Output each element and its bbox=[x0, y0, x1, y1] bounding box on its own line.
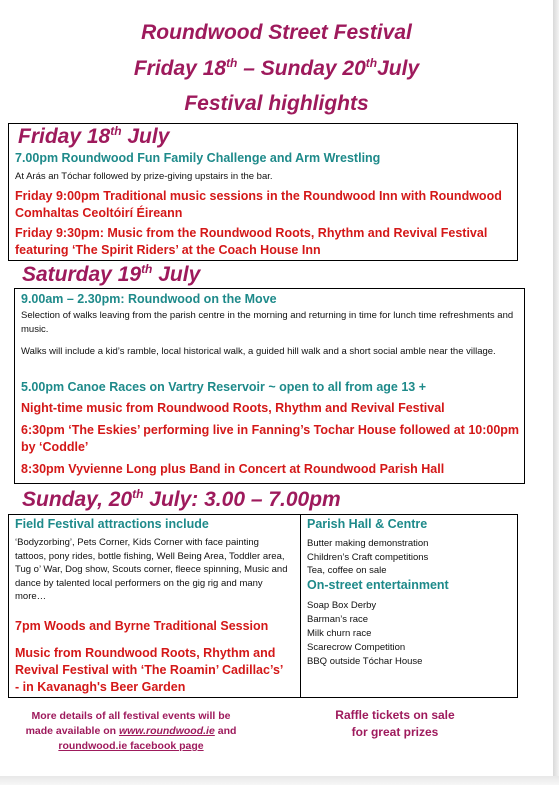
saturday-event-vyvienne-long: 8:30pm Vyvienne Long plus Band in Concert at Roundwood Parish Hall bbox=[21, 462, 445, 476]
parish-hall-list bbox=[307, 537, 513, 578]
saturday-box bbox=[14, 288, 525, 484]
friday-title: Friday 18th July bbox=[18, 124, 170, 148]
footer-line bbox=[8, 724, 254, 739]
raffle-line: Raffle tickets on sale bbox=[335, 708, 455, 722]
raffle-line: for great prizes bbox=[351, 725, 439, 739]
friday-event-spirit-riders: Friday 9:30pm: Music from the Roundwood Roots, Rhythm and Revival Festival featuring ‘The Spirit Riders’ at the Coach House Inn bbox=[15, 226, 488, 257]
on-street-list bbox=[307, 599, 513, 669]
sunday-parish-hall bbox=[301, 515, 517, 697]
footer-text: made available on bbox=[25, 725, 119, 737]
sunday-field-desc: ‘Bodyzorbing’, Pets Corner, Kids Corner with face painting tattoos, pony rides, bottle fishing, Well Being Area, Toddler area, Tug o’ War, Dog show, Scouts corner, fleece spinning, Music and dance by talented local performers on the gig rig and many more… bbox=[15, 537, 288, 602]
friday-event-trad-music: Friday 9:00pm Traditional music sessions in the Roundwood Inn with Roundwood Comhaltas Ceoltóirí Éireann bbox=[15, 189, 502, 220]
sunday-field-festival bbox=[9, 515, 300, 697]
festival-subtitle: Festival highlights bbox=[184, 92, 369, 115]
list-item: Tea, coffee on sale bbox=[307, 565, 387, 576]
friday-event-arm-wrestling: 7.00pm Roundwood Fun Family Challenge and Arm Wrestling bbox=[15, 151, 381, 165]
facebook-link[interactable]: roundwood.ie facebook page bbox=[58, 740, 204, 752]
sunday-event-woods-byrne: 7pm Woods and Byrne Traditional Session bbox=[15, 619, 269, 633]
footer-raffle bbox=[300, 707, 490, 741]
saturday-walks-desc: Selection of walks leaving from the parish centre in the morning and returning in time for lunch time refreshments and music. bbox=[21, 310, 514, 335]
list-item: Children’s Craft competitions bbox=[307, 551, 429, 563]
list-item: Barman’s race bbox=[307, 614, 369, 625]
festival-title: Roundwood Street Festival bbox=[141, 21, 412, 44]
saturday-event-night-music: Night-time music from Roundwood Roots, Rhythm and Revival Festival bbox=[21, 401, 445, 415]
sunday-box bbox=[8, 514, 518, 698]
list-item: BBQ outside Tóchar House bbox=[307, 656, 423, 667]
friday-event-arm-wrestling-desc: At Arás an Tóchar followed by prize-giving upstairs in the bar. bbox=[15, 171, 273, 182]
page-edge bbox=[553, 0, 559, 785]
festival-dates: Friday 18th – Sunday 20thJuly bbox=[133, 56, 420, 80]
list-item: Scarecrow Competition bbox=[307, 642, 406, 653]
list-item: Butter making demonstration bbox=[307, 538, 429, 549]
on-street-heading: On-street entertainment bbox=[307, 578, 449, 592]
parish-hall-heading: Parish Hall & Centre bbox=[307, 517, 428, 531]
footer-more-details bbox=[8, 709, 254, 754]
saturday-event-canoe-races: 5.00pm Canoe Races on Vartry Reservoir ~ open to all from age 13 + bbox=[21, 380, 427, 394]
list-item: Milk churn race bbox=[307, 628, 372, 639]
saturday-walks-desc-2: Walks will include a kid’s ramble, local historical walk, a guided hill walk and a short social amble near the village. bbox=[21, 346, 496, 357]
sunday-field-heading: Field Festival attractions include bbox=[15, 517, 209, 531]
footer-text: and bbox=[214, 725, 237, 737]
friday-box bbox=[8, 123, 518, 261]
sunday-event-roamin-cadillacs: Music from Roundwood Roots, Rhythm and Revival Festival with ‘The Roamin’ Cadillac’s’ - in Kavanagh's Beer Garden bbox=[15, 646, 283, 694]
saturday-title: Saturday 19th July bbox=[22, 262, 201, 286]
saturday-event-on-the-move: 9.00am – 2.30pm: Roundwood on the Move bbox=[21, 292, 277, 306]
footer-line: More details of all festival events will be bbox=[31, 710, 231, 722]
list-item: Soap Box Derby bbox=[307, 600, 377, 611]
website-link[interactable]: www.roundwood.ie bbox=[118, 725, 215, 737]
sunday-title: Sunday, 20th July: 3.00 – 7.00pm bbox=[22, 487, 341, 511]
saturday-event-eskies: 6:30pm ‘The Eskies’ performing live in Fanning’s Tochar House followed at 10:00pm by ‘Coddle’ bbox=[21, 423, 520, 454]
page-bottom-edge bbox=[0, 776, 559, 785]
